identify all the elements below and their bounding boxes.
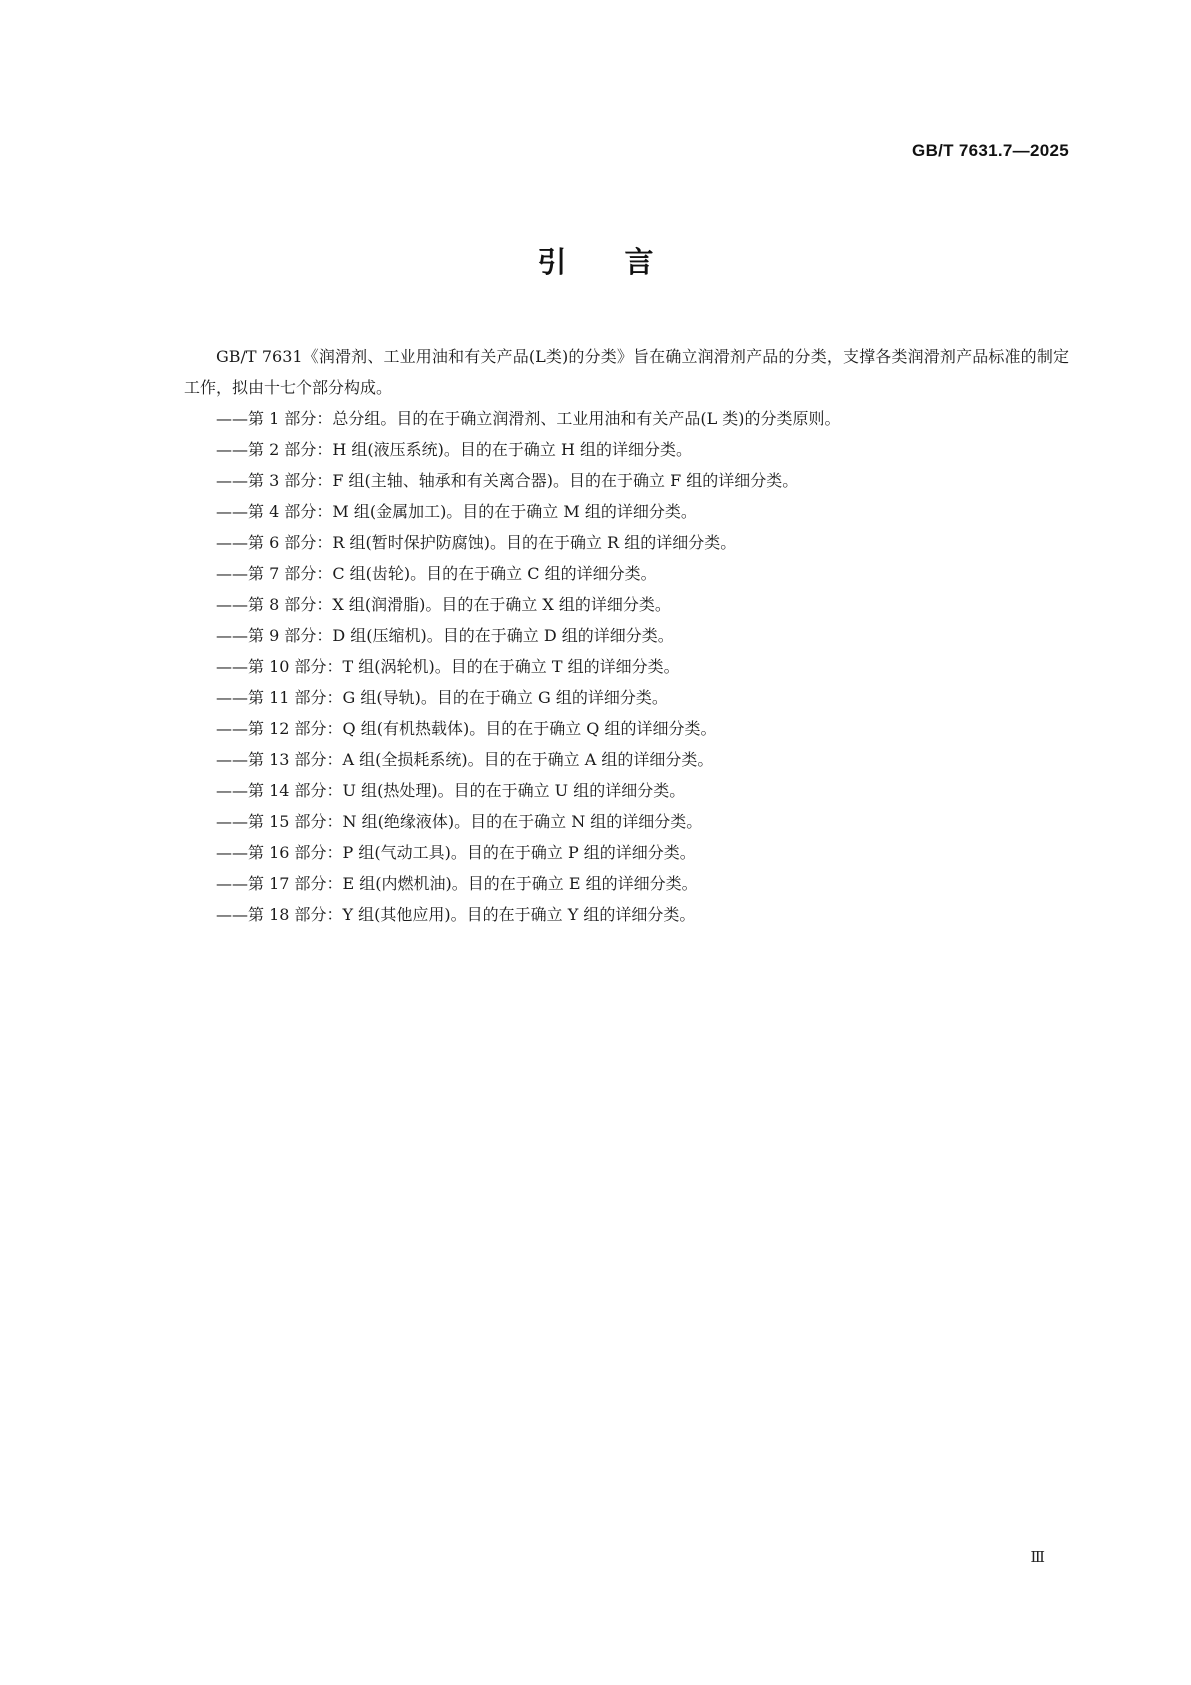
- list-item: ——第 1 部分：总分组。目的在于确立润滑剂、工业用油和有关产品(L 类)的分类原则。: [216, 409, 841, 428]
- page-title: 引言: [537, 245, 712, 279]
- list-item: ——第 7 部分：C 组(齿轮)。目的在于确立 C 组的详细分类。: [216, 564, 657, 583]
- introduction-body: [184, 341, 1069, 930]
- list-item: ——第 4 部分：M 组(金属加工)。目的在于确立 M 组的详细分类。: [216, 502, 697, 521]
- list-item: ——第 13 部分：A 组(全损耗系统)。目的在于确立 A 组的详细分类。: [216, 750, 714, 769]
- list-item: ——第 18 部分：Y 组(其他应用)。目的在于确立 Y 组的详细分类。: [216, 905, 696, 924]
- list-item: ——第 10 部分：T 组(涡轮机)。目的在于确立 T 组的详细分类。: [216, 657, 680, 676]
- list-item: ——第 17 部分：E 组(内燃机油)。目的在于确立 E 组的详细分类。: [216, 874, 698, 893]
- parts-list: [184, 403, 1069, 930]
- standard-number: GB/T 7631.7—2025: [912, 141, 1069, 160]
- page-number: Ⅲ: [1030, 1548, 1045, 1566]
- list-item: ——第 11 部分：G 组(导轨)。目的在于确立 G 组的详细分类。: [216, 688, 668, 707]
- list-item: ——第 3 部分：F 组(主轴、轴承和有关离合器)。目的在于确立 F 组的详细分类。: [216, 471, 799, 490]
- list-item: ——第 16 部分：P 组(气动工具)。目的在于确立 P 组的详细分类。: [216, 843, 696, 862]
- intro-paragraph: GB/T 7631《润滑剂、工业用油和有关产品(L类)的分类》旨在确立润滑剂产品的分类，支撑各类润滑剂产品标准的制定工作，拟由十七个部分构成。: [184, 347, 1069, 397]
- list-item: ——第 15 部分：N 组(绝缘液体)。目的在于确立 N 组的详细分类。: [216, 812, 703, 831]
- list-item: ——第 9 部分：D 组(压缩机)。目的在于确立 D 组的详细分类。: [216, 626, 674, 645]
- list-item: ——第 12 部分：Q 组(有机热载体)。目的在于确立 Q 组的详细分类。: [216, 719, 717, 738]
- list-item: ——第 2 部分：H 组(液压系统)。目的在于确立 H 组的详细分类。: [216, 440, 693, 459]
- list-item: ——第 8 部分：X 组(润滑脂)。目的在于确立 X 组的详细分类。: [216, 595, 671, 614]
- list-item: ——第 14 部分：U 组(热处理)。目的在于确立 U 组的详细分类。: [216, 781, 686, 800]
- list-item: ——第 6 部分：R 组(暂时保护防腐蚀)。目的在于确立 R 组的详细分类。: [216, 533, 737, 552]
